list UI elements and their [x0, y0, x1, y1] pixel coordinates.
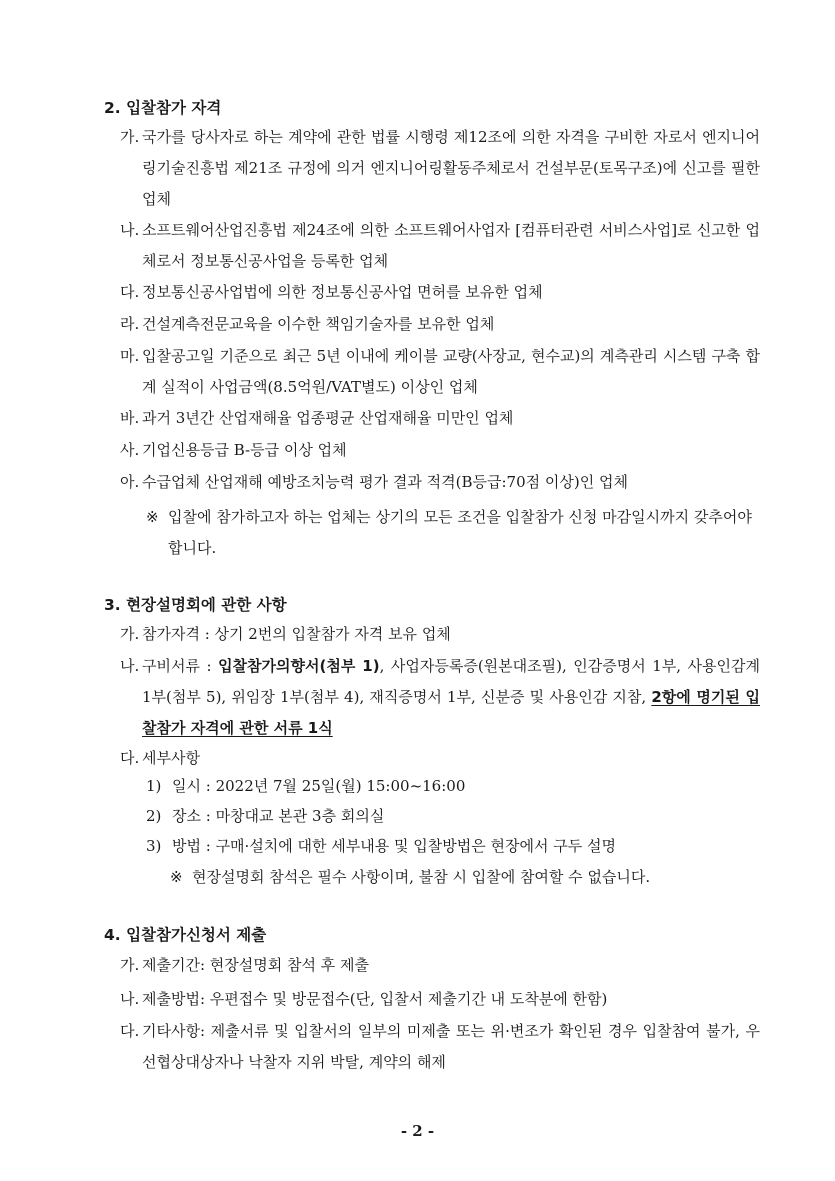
s2-item-ga	[120, 122, 760, 215]
s4-item-ga	[120, 950, 760, 981]
item-label: 다.	[120, 1022, 140, 1040]
item-text	[120, 651, 760, 744]
item-label: 가.	[120, 625, 140, 643]
s2-item-a	[120, 467, 760, 498]
sub-text: 일시 : 2022년 7월 25일(월) 15:00~16:00	[172, 777, 466, 795]
documents-prefix: 구비서류 :	[142, 657, 219, 675]
s3-sub-2	[146, 801, 760, 832]
note-text: 현장설명회 참석은 필수 사항이며, 불참 시 입찰에 참여할 수 없습니다.	[192, 868, 651, 886]
item-label: 사.	[120, 441, 140, 459]
s3-sub-3	[146, 831, 760, 862]
s2-item-da	[120, 277, 760, 308]
item-label: 바.	[120, 409, 140, 427]
documents-middle: , 사업자등록증(원본대조필), 인감증명서 1부, 사용인감계 1부(첨부 5), 위임장 1부(첨부 4), 재직증명서 1부, 신분증 및 사용인감 지참,	[142, 657, 760, 706]
s3-note	[170, 862, 760, 893]
sub-text: 방법 : 구매·설치에 대한 세부내용 및 입찰방법은 현장에서 구두 설명	[172, 837, 616, 855]
item-label: 다.	[120, 749, 140, 767]
s3-item-na	[120, 651, 760, 744]
item-text: 정보통신공사업법에 의한 정보통신공사업 면허를 보유한 업체	[142, 283, 543, 301]
page-number: - 2 -	[400, 1122, 435, 1140]
item-text: 제출방법: 우편접수 및 방문접수(단, 입찰서 제출기간 내 도착분에 한함)	[142, 990, 608, 1008]
s2-item-na	[120, 215, 760, 277]
item-text: 제출기간: 현장설명회 참석 후 제출	[142, 956, 369, 974]
sub-label: 2)	[146, 807, 162, 825]
s2-item-ba	[120, 403, 760, 434]
item-text: 입찰공고일 기준으로 최근 5년 이내에 케이블 교량(사장교, 현수교)의 계측관리 시스템 구축 합계 실적이 사업금액(8.5억원/VAT별도) 이상인 업체	[142, 347, 760, 396]
s3-sub-1	[146, 771, 760, 802]
note-symbol: ※	[170, 868, 183, 886]
section-2-title: 2. 입찰참가 자격	[104, 99, 222, 117]
item-text: 수급업체 산업재해 예방조치능력 평가 결과 적격(B등급:70점 이상)인 업체	[142, 473, 628, 491]
item-text: 기업신용등급 B-등급 이상 업체	[142, 441, 347, 459]
s2-note	[146, 502, 760, 564]
section-3-title: 3. 현장설명회에 관한 사항	[104, 596, 287, 614]
note-text: 입찰에 참가하고자 하는 업체는 상기의 모든 조건을 입찰참가 신청 마감일시까지 갖추어야 합니다.	[168, 508, 752, 557]
section-4-title: 4. 입찰참가신청서 제출	[104, 926, 267, 944]
s3-item-da	[120, 743, 760, 774]
item-text: 건설계측전문교육을 이수한 책임기술자를 보유한 업체	[142, 315, 495, 333]
s3-item-ga	[120, 619, 760, 650]
item-label: 나.	[120, 221, 140, 239]
documents-bold-intent: 입찰참가의향서(첨부 1)	[218, 657, 380, 675]
item-label: 아.	[120, 473, 140, 491]
item-label: 가.	[120, 956, 140, 974]
sub-label: 1)	[146, 777, 162, 795]
s2-item-ra	[120, 309, 760, 340]
item-text: 과거 3년간 산업재해율 업종평균 산업재해율 미만인 업체	[142, 409, 514, 427]
s2-item-ma	[120, 341, 760, 403]
item-label: 나.	[120, 990, 140, 1008]
item-label: 나.	[120, 657, 140, 675]
s2-item-sa	[120, 435, 760, 466]
sub-label: 3)	[146, 837, 162, 855]
note-symbol: ※	[146, 508, 159, 526]
s4-item-na	[120, 984, 760, 1015]
item-label: 마.	[120, 347, 140, 365]
item-text: 기타사항: 제출서류 및 입찰서의 일부의 미제출 또는 위·변조가 확인된 경우 입찰참여 불가, 우선협상대상자나 낙찰자 지위 박탈, 계약의 해제	[142, 1022, 760, 1071]
sub-text: 장소 : 마창대교 본관 3층 회의실	[172, 807, 385, 825]
item-text: 국가를 당사자로 하는 계약에 관한 법률 시행령 제12조에 의한 자격을 구비한 자로서 엔지니어링기술진흥법 제21조 규정에 의거 엔지니어링활동주체로서 건설부문(토목구조)에 신고를 필한 업체	[142, 128, 760, 208]
item-label: 라.	[120, 315, 140, 333]
item-label: 다.	[120, 283, 140, 301]
documents-bold-qualification: 2항에 명기된 입찰참가 자격에 관한 서류 1식	[142, 688, 760, 737]
item-text: 소프트웨어산업진흥법 제24조에 의한 소프트웨어사업자 [컴퓨터관련 서비스사업]로 신고한 업체로서 정보통신공사업을 등록한 업체	[142, 221, 760, 270]
s4-item-da	[120, 1016, 760, 1078]
item-text: 세부사항	[142, 749, 200, 767]
item-text: 참가자격 : 상기 2번의 입찰참가 자격 보유 업체	[142, 625, 451, 643]
item-label: 가.	[120, 128, 140, 146]
